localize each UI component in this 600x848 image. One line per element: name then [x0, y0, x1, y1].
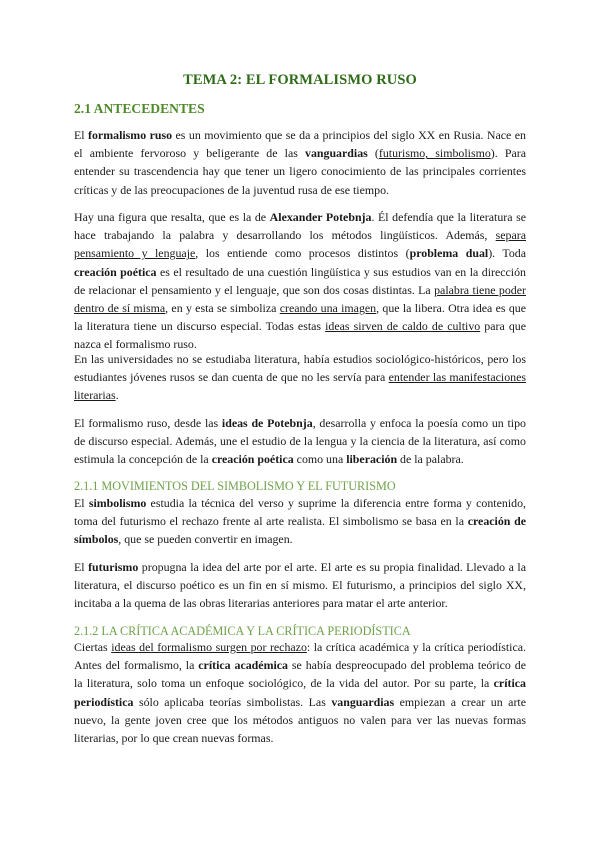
section-heading-antecedentes: 2.1 ANTECEDENTES [74, 101, 205, 116]
section-heading-movimientos: 2.1.1 MOVIMIENTOS DEL SIMBOLISMO Y EL FUTURISMO [74, 479, 396, 493]
paragraph-potebnja: Hay una figura que resalta, que es la de Alexander Potebnja. Él defendía que la literatura se hace trabajando la palabra y desarrollando los métodos lingüísticos. Además, separa pensamiento y lenguaje, los entiende como procesos distintos (problema dual). Toda creación poética es el resultado de una cuestión lingüística y sus estudios van en la dirección de relacionar el pensamiento y el lenguaje, que son dos cosas distintas. La palabra tiene poder dentro de sí misma, en y esta se simboliza creando una imagen, que la libera. Otra idea es que la literatura tiene un discurso especial. Todas estas ideas sirven de caldo de cultivo para que nazca el formalismo ruso. [74, 210, 527, 352]
document-title: TEMA 2: EL FORMALISMO RUSO [183, 72, 417, 88]
paragraph-simbolismo: El simbolismo estudia la técnica del verso y suprime la diferencia entre forma y contenido, toma del futurismo el rechazo frente al arte realista. El simbolismo se basa en la creación de símbolos, que se pueden convertir en imagen. [74, 496, 526, 547]
paragraph-universidades: En las universidades no se estudiaba literatura, había estudios sociológico-históricos, pero los estudiantes jóvenes rusos se dan cuenta de que no les servía para entender las manifestaciones literarias. [74, 352, 526, 403]
paragraph-desarrollo: El formalismo ruso, desde las ideas de Potebnja, desarrolla y enfoca la poesía como un tipo de discurso especial. Además, une el estudio de la lengua y la ciencia de la literatura, así como estimula la concepción de la creación poética como una liberación de la palabra. [74, 416, 527, 467]
paragraph-critica: Ciertas ideas del formalismo surgen por rechazo: la crítica académica y la crítica periodística. Antes del formalismo, la crítica académica se había despreocupado del problema teórico de la literatura, solo toma un enfoque sociológico, de la vida del autor. Por su parte, la crítica periodística sólo aplicaba teorías simbolistas. Las vanguardias empiezan a crear un arte nuevo, la gente joven cree que los métodos antiguos no valen para ver las nuevas formas literarias, por lo que crean nuevas formas. [74, 640, 527, 746]
paragraph-futurismo: El futurismo propugna la idea del arte por el arte. El arte es su propia finalidad. Llevado a la literatura, el discurso poético es un fin en sí mismo. El futurismo, a principios del siglo XX, incitaba a la quema de las obras literarias anteriores para matar el arte anterior. [74, 560, 526, 611]
section-heading-critica: 2.1.2 LA CRÍTICA ACADÉMICA Y LA CRÍTICA PERIODÍSTICA [74, 624, 411, 638]
paragraph-formalismo-intro: El formalismo ruso es un movimiento que se da a principios del siglo XX en Rusia. Nace en el ambiente fervoroso y beligerante de las vanguardias (futurismo, simbolismo). Para entender su trascendencia hay que tener un ligero conocimiento de las principales corrientes críticas y de las preocupaciones de la juventud rusa de ese tiempo. [74, 128, 527, 197]
